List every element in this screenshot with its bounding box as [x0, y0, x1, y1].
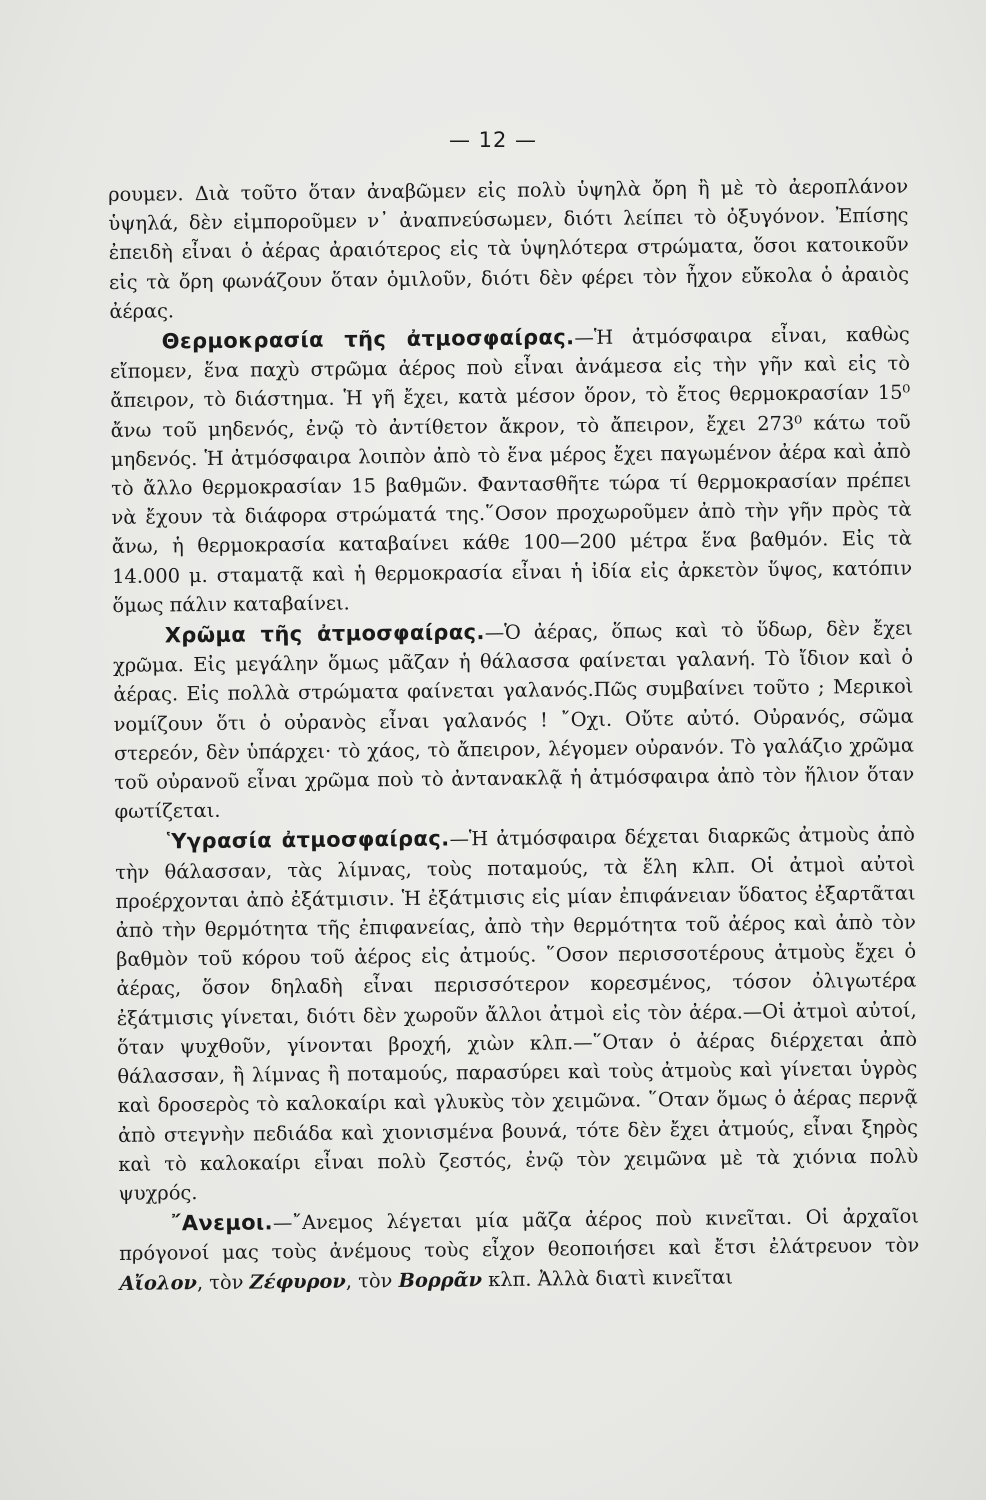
paragraph-humidity — [115, 820, 919, 1208]
name-aeolus: Αἴολον — [119, 1270, 198, 1295]
name-zephyrus: Ζέφυρον — [249, 1269, 346, 1294]
section-heading-temperature: Θερμοκρασία τῆς ἀτμοσφαίρας. — [161, 325, 575, 354]
section-heading-humidity: Ὑγρασία ἀτμοσφαίρας. — [166, 826, 450, 854]
paragraph-text: , τὸν — [345, 1268, 399, 1293]
paragraph-color — [113, 614, 915, 827]
paragraph-temperature — [110, 320, 913, 620]
paragraph-text: —Ἡ ἀτμόσφαιρα εἶναι, καθὼς εἴπομεν, ἕνα παχὺ στρῶμα ἀέρος ποὺ εἶναι ἀνάμεσα εἰς τὴν γῆν καὶ εἰς τὸ ἄπειρον, τὸ διάστημα. Ἡ γῆ ἔχει, κατὰ μέσον ὅρον, τὸ ἔτος θερμοκρασίαν 15⁰ ἄνω τοῦ μηδενός, ἐνῷ τὸ ἀντίθετον ἄκρον, τὸ ἄπειρον, ἔχει 273⁰ κάτω τοῦ μηδενός. Ἡ ἀτμόσφαιρα λοιπὸν ἀπὸ τὸ ἕνα μέρος ἔχει παγωμένον ἀέρα καὶ ἀπὸ τὸ ἄλλο θερμοκρασίαν 15 βαθμῶν. Φαντασθῆτε τώρα τί θερμοκρασίαν πρέπει νὰ ἔχουν τὰ διάφορα στρώματά της.῞Οσον προχωροῦμεν ἀπὸ τὴν γῆν πρὸς τὰ ἄνω, ἡ θερμοκρασία καταβαίνει κάθε 100—200 μέτρα ἕνα βαθμόν. Εἰς τὰ 14.000 μ. σταματᾷ καὶ ἡ θερμοκρασία εἶναι ἡ ἰδία εἰς ἀρκετὸν ὕψος, κατόπιν ὅμως πάλιν καταβαίνει. — [109, 322, 913, 617]
paragraph-text: —Ὁ ἀέρας, ὅπως καὶ τὸ ὕδωρ, δὲν ἔχει χρῶμα. Εἰς μεγάλην ὅμως μᾶζαν ἡ θάλασσα φαίνεται γαλανή. Τὸ ἴδιον καὶ ὁ ἀέρας. Εἰς πολλὰ στρώματα φαίνεται γαλανός.Πῶς συμβαίνει τοῦτο ; Μερικοὶ νομίζουν ὅτι ὁ οὐρανὸς εἶναι γαλανός ! ῎Οχι. Οὔτε αὐτό. Οὐρανός, σῶμα στερεόν, δὲν ὑπάρχει· τὸ χάος, τὸ ἄπειρον, λέγομεν οὐρανόν. Τὸ γαλάζιο χρῶμα τοῦ οὐρανοῦ εἶναι χρῶμα ποὺ τὸ ἀντανακλᾷ ἡ ἀτμόσφαιρα ἀπὸ τὸν ἥλιον ὅταν φωτίζεται. — [112, 616, 915, 824]
name-boreas: Βορρᾶν — [398, 1267, 483, 1292]
paragraph-text: —Ἡ ἀτμόσφαιρα δέχεται διαρκῶς ἀτμοὺς ἀπὸ τὴν θάλασσαν, τὰς λίμνας, τοὺς ποταμούς, τὰ ἕλη κλπ. Οἱ ἀτμοὶ αὐτοὶ προέρχονται ἀπὸ ἐξάτμισιν. Ἡ ἐξάτμισις εἰς μίαν ἐπιφάνειαν ὕδατος ἐξαρτᾶται ἀπὸ τὴν θερμότητα τῆς ἐπιφανείας, ἀπὸ τὴν θερμότητα τοῦ ἀέρος καὶ ἀπὸ τὸν βαθμὸν τοῦ κόρου τοῦ ἀέρος εἰς ἀτμούς. ῞Οσον περισσοτέρους ἀτμοὺς ἔχει ὁ ἀέρας, ὅσον δηλαδὴ εἶναι περισσότερον κορεσμένος, τόσον ὀλιγωτέρα ἐξάτμισις γίνεται, διότι δὲν χωροῦν ἄλλοι ἀτμοὶ εἰς τὸν ἀέρα.—Οἱ ἀτμοὶ αὐτοί, ὅταν ψυχθοῦν, γίνονται βροχή, χιὼν κλπ.—῞Οταν ὁ ἀέρας διέρχεται ἀπὸ θάλασσαν, ἢ λίμνας ἢ ποταμούς, παρασύρει καὶ τοὺς ἀτμοὺς καὶ γίνεται ὑγρὸς καὶ δροσερὸς τὸ καλοκαίρι καὶ γλυκὺς τὸν χειμῶνα. ῞Οταν ὅμως ὁ ἀέρας περνᾷ ἀπὸ στεγνὴν πεδιάδα καὶ χιονισμένα βουνά, τότε δὲν ἔχει ἀτμούς, εἶναι ξηρὸς καὶ τὸ καλοκαίρι εἶναι πολὺ ζεστός, ἐνῷ τὸν χειμῶνα μὲ τὰ χιόνια πολὺ ψυχρός. — [115, 823, 919, 1205]
page-number: — 12 — — [448, 128, 538, 152]
paragraph-text: ρουμεν. Διὰ τοῦτο ὅταν ἀναβῶμεν εἰς πολὺ ὑψηλὰ ὄρη ἢ μὲ τὸ ἀεροπλάνον ὑψηλά, δὲν εἰμποροῦμεν ν᾽ ἀναπνεύσωμεν, διότι λείπει τὸ ὀξυγόνον. Ἐπίσης ἐπειδὴ εἶναι ὁ ἀέρας ἀραιότερος εἰς τὰ ὑψηλότερα στρώματα, ὅσοι κατοικοῦν εἰς τὰ ὄρη φωνάζουν ὅταν ὁμιλοῦν, διότι δὲν φέρει τὸν ἦχον εὔκολα ὁ ἀραιὸς ἀέρας. — [108, 174, 910, 323]
paragraph-winds — [119, 1202, 920, 1298]
paragraph-continuation — [108, 172, 909, 326]
section-heading-winds: ῎Ανεμοι. — [170, 1210, 274, 1236]
body-text — [108, 172, 920, 1300]
paragraph-text: , τὸν — [196, 1270, 250, 1294]
paragraph-text: κλπ. Ἀλλὰ διατὶ κινεῖται — [481, 1265, 734, 1291]
paragraph-text: —῎Ανεμος λέγεται μία μᾶζα ἀέρος ποὺ κινεῖται. Οἱ ἀρχαῖοι πρόγονοί μας τοὺς ἀνέμους τοὺς εἶχον θεοποιήσει καὶ ἔτσι ἐλάτρευον τὸν — [119, 1204, 920, 1266]
section-heading-color: Χρῶμα τῆς ἀτμοσφαίρας. — [164, 620, 485, 648]
